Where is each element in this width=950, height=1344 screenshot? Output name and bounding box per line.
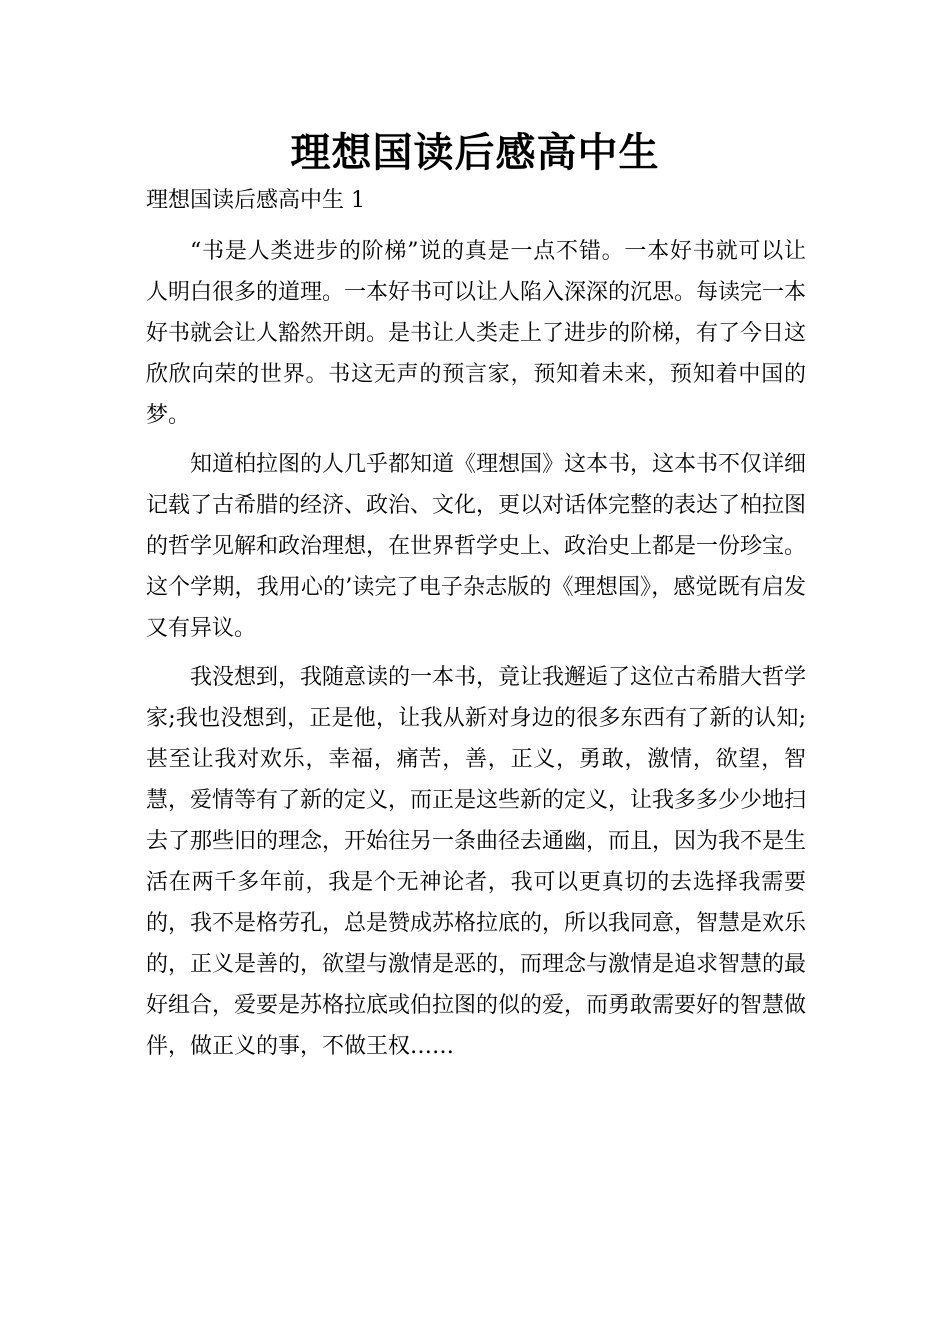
- paragraph-1: “书是人类进步的阶梯”说的真是一点不错。一本好书就可以让人明白很多的道理。一本好书可以让人陷入深深的沉思。每读完一本好书就会让人豁然开朗。是书让人类走上了进步的阶梯，有了今日这欣欣向荣的世界。书这无声的预言家，预知着未来，预知着中国的梦。: [146, 239, 807, 428]
- paragraph-2: 知道柏拉图的人几乎都知道《理想国》这本书，这本书不仅详细记载了古希腊的经济、政治、文化，更以对话体完整的表达了柏拉图的哲学见解和政治理想，在世界哲学史上、政治史上都是一份珍宝。这个学期，我用心的’读完了电子杂志版的《理想国》，感觉既有启发又有异议。: [146, 452, 807, 641]
- section-heading: 理想国读后感高中生 1: [146, 188, 365, 213]
- document-title: 理想国读后感高中生: [290, 130, 660, 176]
- paragraph-3: 我没想到，我随意读的一本书，竟让我邂逅了这位古希腊大哲学家;我也没想到，正是他，让我从新对身边的很多东西有了新的认知;甚至让我对欢乐，幸福，痛苦，善，正义，勇敢，激情，欲望，智慧，爱情等有了新的定义，而正是这些新的定义，让我多多少少地扫去了那些旧的理念，开始往另一条曲径去通幽，而且，因为我不是生活在两千多年前，我是个无神论者，我可以更真切的去选择我需要的，我不是格劳孔，总是赞成苏格拉底的，所以我同意，智慧是欢乐的，正义是善的，欲望与激情是恶的，而理念与激情是追求智慧的最好组合，爱要是苏格拉底或伯拉图的似的爱，而勇敢需要好的智慧做伴，做正义的事，不做王权……: [146, 665, 807, 1059]
- document-body: [146, 231, 806, 1075]
